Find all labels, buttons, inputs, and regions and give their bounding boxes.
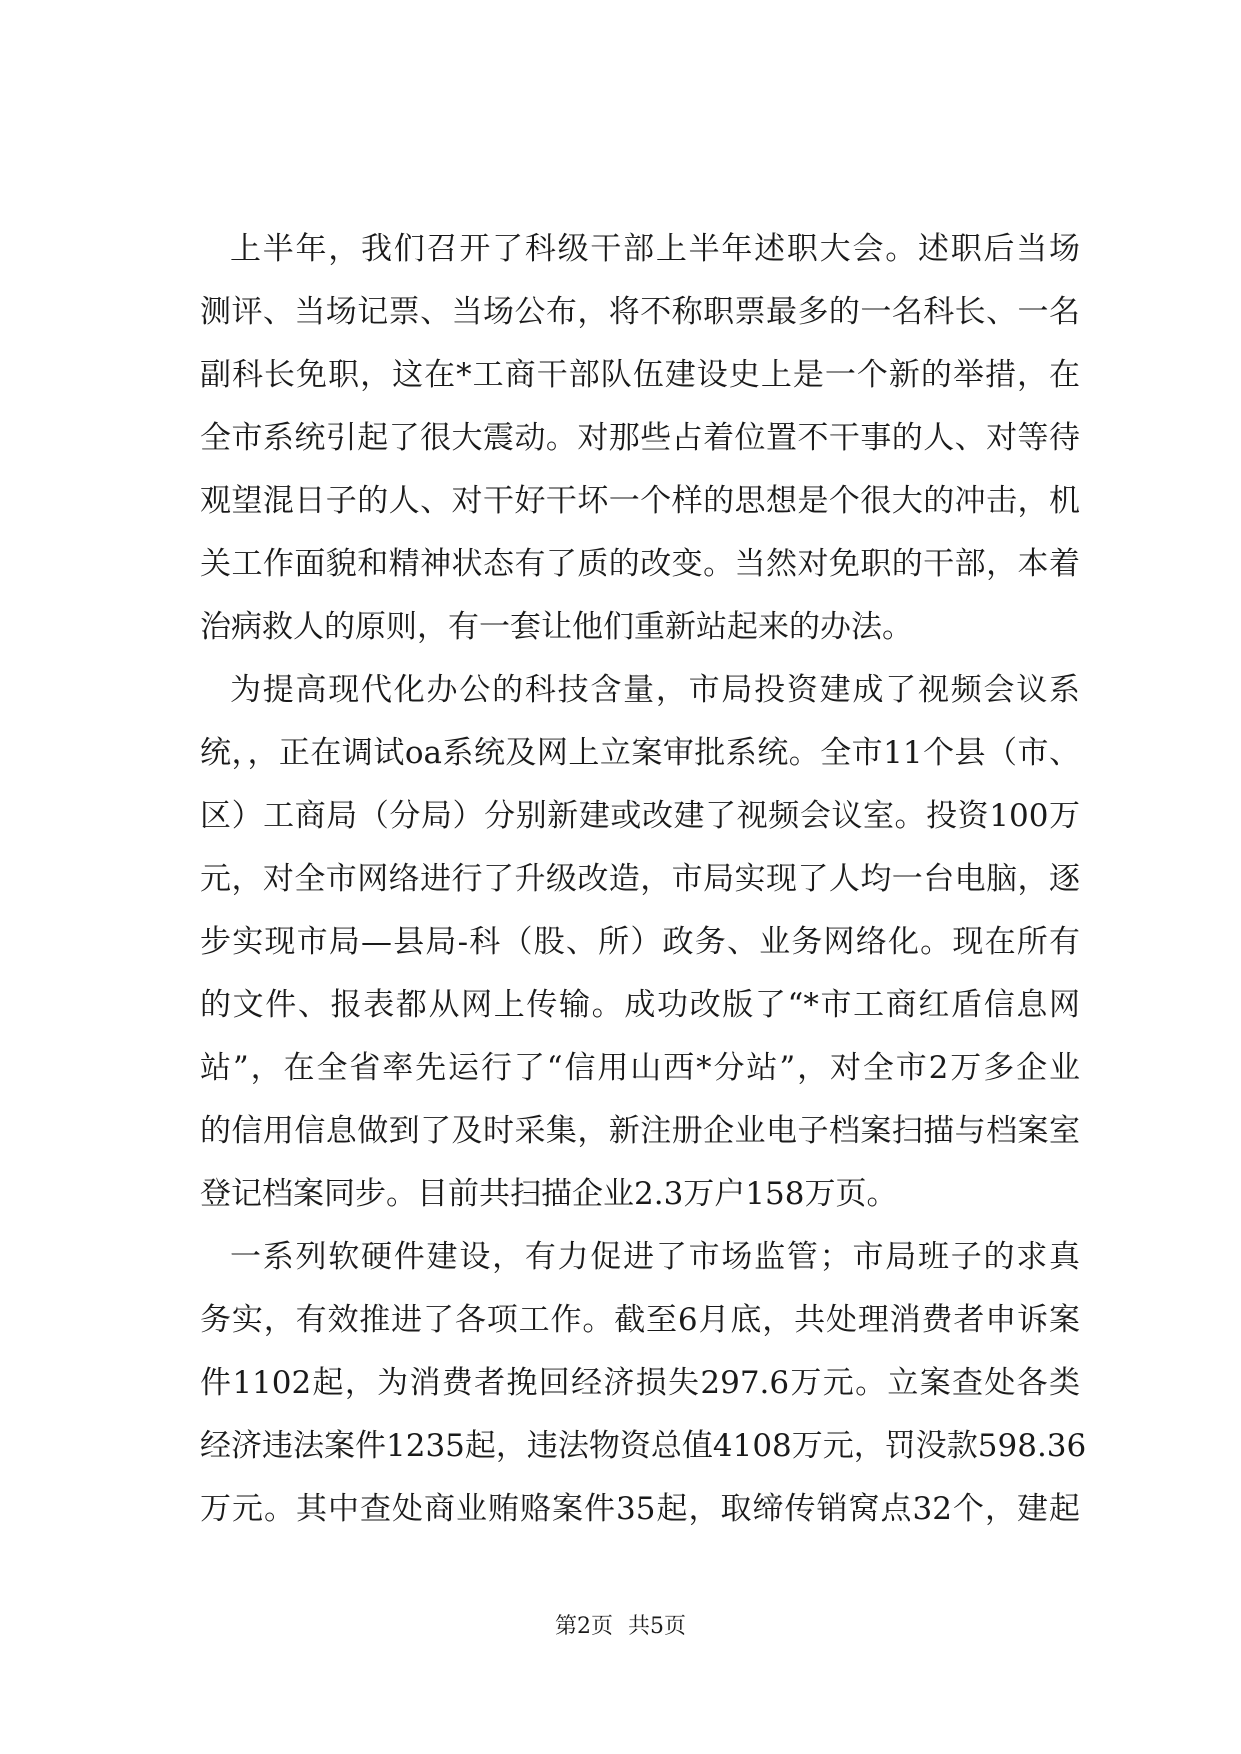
text-line: 全市系统引起了很大震动。对那些占着位置不干事的人、对等待 (200, 420, 1080, 456)
text-line: 元，对全市网络进行了升级改造，市局实现了人均一台电脑，逐 (200, 861, 1080, 897)
text-line: 万元。其中查处商业贿赂案件35起，取缔传销窝点32个，建起 (200, 1491, 1080, 1527)
text-line: 测评、当场记票、当场公布，将不称职票最多的一名科长、一名 (200, 294, 1080, 330)
paragraph-1 (200, 218, 1080, 659)
page-total: 共5页 (628, 1614, 686, 1639)
text-line: 统，，正在调试oa系统及网上立案审批系统。全市11个县（市、 (200, 735, 1080, 771)
text-line: 件1102起，为消费者挽回经济损失297.6万元。立案查处各类 (200, 1365, 1080, 1401)
page-footer (0, 1612, 1241, 1642)
text-line: 站”，在全省率先运行了“信用山西*分站”，对全市2万多企业 (200, 1050, 1080, 1086)
text-line: 步实现市局—县局-科（股、所）政务、业务网络化。现在所有 (200, 924, 1080, 960)
text-line: 治病救人的原则，有一套让他们重新站起来的办法。 (200, 609, 913, 645)
text-line: 经济违法案件1235起，违法物资总值4108万元，罚没款598.36 (200, 1428, 1087, 1464)
paragraph-3 (200, 1226, 1087, 1541)
paragraph-2 (200, 659, 1080, 1226)
text-line: 登记档案同步。目前共扫描企业2.3万户158万页。 (200, 1176, 898, 1212)
text-line: 区）工商局（分局）分别新建或改建了视频会议室。投资100万 (200, 798, 1080, 834)
text-line: 一系列软硬件建设，有力促进了市场监管；市局班子的求真 (230, 1239, 1080, 1275)
document-body (200, 218, 1087, 1541)
text-line: 为提高现代化办公的科技含量，市局投资建成了视频会议系 (230, 672, 1080, 708)
text-line: 关工作面貌和精神状态有了质的改变。当然对免职的干部，本着 (200, 546, 1080, 582)
text-line: 副科长免职，这在*工商干部队伍建设史上是一个新的举措，在 (200, 357, 1080, 393)
text-line: 的文件、报表都从网上传输。成功改版了“*市工商红盾信息网 (200, 987, 1080, 1023)
text-line: 上半年，我们召开了科级干部上半年述职大会。述职后当场 (230, 231, 1080, 267)
text-line: 的信用信息做到了及时采集，新注册企业电子档案扫描与档案室 (200, 1113, 1080, 1149)
text-line: 务实，有效推进了各项工作。截至6月底，共处理消费者申诉案 (200, 1302, 1080, 1338)
text-line: 观望混日子的人、对干好干坏一个样的思想是个很大的冲击，机 (200, 483, 1080, 519)
page-number: 第2页 (555, 1614, 613, 1639)
